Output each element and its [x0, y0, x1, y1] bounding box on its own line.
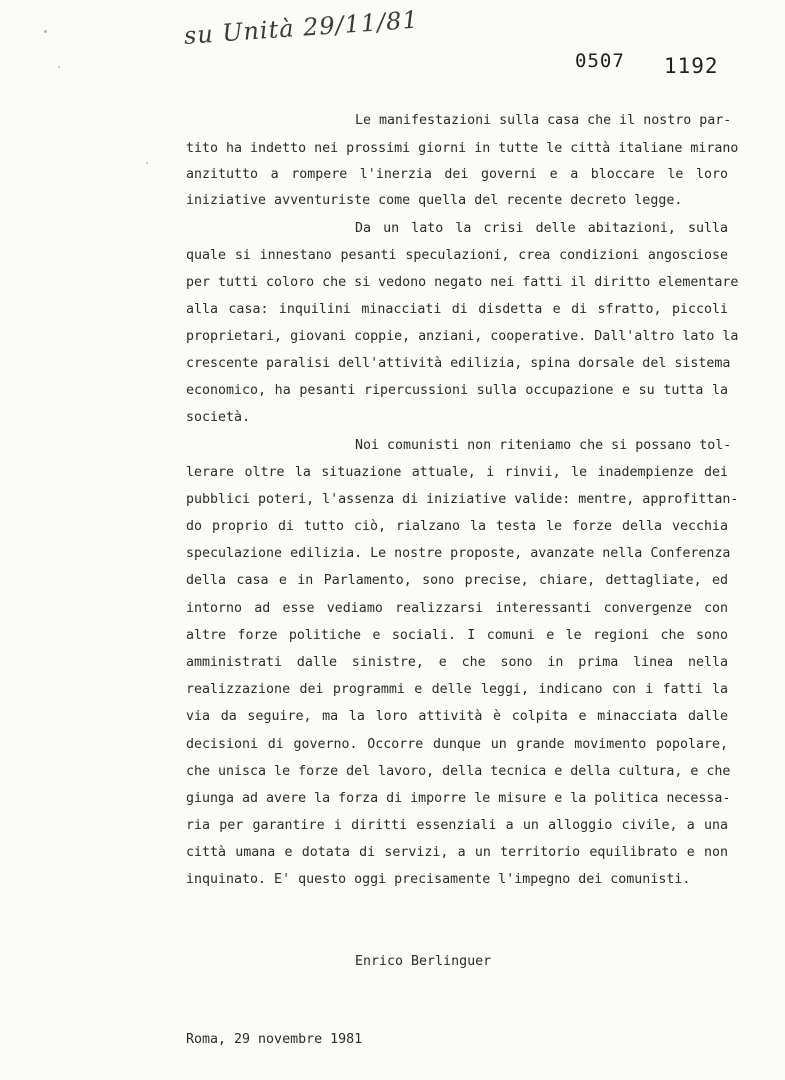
body-line: lerare oltre la situazione attuale, i rinvii, le inadempienze dei	[186, 465, 728, 480]
document-code-left: 0507	[575, 50, 625, 72]
document-code-right: 1192	[664, 54, 719, 78]
body-line: via da seguire, ma la loro attività è colpita e minacciata dalle	[186, 709, 728, 724]
body-line: altre forze politiche e sociali. I comuni e le regioni che sono	[186, 628, 728, 643]
body-line: economico, ha pesanti ripercussioni sulla occupazione e su tutta la	[186, 383, 728, 398]
handwritten-note: su Unità 29/11/81	[183, 5, 420, 50]
body-line: della casa e in Parlamento, sono precise, chiare, dettagliate, ed	[186, 573, 728, 588]
body-line: intorno ad esse vediamo realizzarsi interessanti convergenze con	[186, 601, 728, 616]
paper-speck	[58, 66, 60, 68]
body-line: proprietari, giovani coppie, anziani, cooperative. Dall'altro lato la	[186, 329, 739, 344]
body-line: decisioni di governo. Occorre dunque un grande movimento popolare,	[186, 737, 728, 752]
body-line: ria per garantire i diritti essenziali a un alloggio civile, a una	[186, 818, 728, 833]
body-line: città umana e dotata di servizi, a un territorio equilibrato e non	[186, 845, 728, 860]
body-line: tito ha indetto nei prossimi giorni in tutte le città italiane mirano	[186, 141, 739, 156]
body-line: per tutti coloro che si vedono negato nei fatti il diritto elementare	[186, 275, 739, 290]
body-line: Noi comunisti non riteniamo che si possano tol-	[355, 438, 732, 453]
body-line: Da un lato la crisi delle abitazioni, sulla	[355, 221, 728, 236]
body-line: crescente paralisi dell'attività edilizia, spina dorsale del sistema	[186, 356, 731, 371]
body-line: giunga ad avere la forza di imporre le misure e la politica necessa-	[186, 791, 731, 806]
body-line: amministrati dalle sinistre, e che sono in prima linea nella	[186, 655, 728, 670]
paper-speck	[44, 30, 47, 33]
body-line: realizzazione dei programmi e delle leggi, indicano con i fatti la	[186, 682, 728, 697]
body-line: Le manifestazioni sulla casa che il nostro par-	[355, 113, 732, 128]
body-line: società.	[186, 410, 251, 425]
dateline: Roma, 29 novembre 1981	[186, 1032, 363, 1047]
body-line: iniziative avventuriste come quella del recente decreto legge.	[186, 193, 683, 208]
body-line: speculazione edilizia. Le nostre proposte, avanzate nella Conferenza	[186, 546, 731, 561]
body-line: anzitutto a rompere l'inerzia dei governi e a bloccare le loro	[186, 167, 728, 182]
body-line: inquinato. E' questo oggi precisamente l'impegno dei comunisti.	[186, 872, 691, 887]
body-line: quale si innestano pesanti speculazioni, crea condizioni angosciose	[186, 248, 728, 263]
body-line: alla casa: inquilini minacciati di disdetta e di sfratto, piccoli	[186, 302, 728, 317]
body-line: pubblici poteri, l'assenza di iniziative valide: mentre, approfittan-	[186, 492, 739, 507]
paper-speck	[146, 162, 148, 164]
body-line: do proprio di tutto ciò, rialzano la testa le forze della vecchia	[186, 519, 728, 534]
body-line: che unisca le forze del lavoro, della tecnica e della cultura, e che	[186, 764, 731, 779]
signature: Enrico Berlinguer	[355, 954, 492, 969]
